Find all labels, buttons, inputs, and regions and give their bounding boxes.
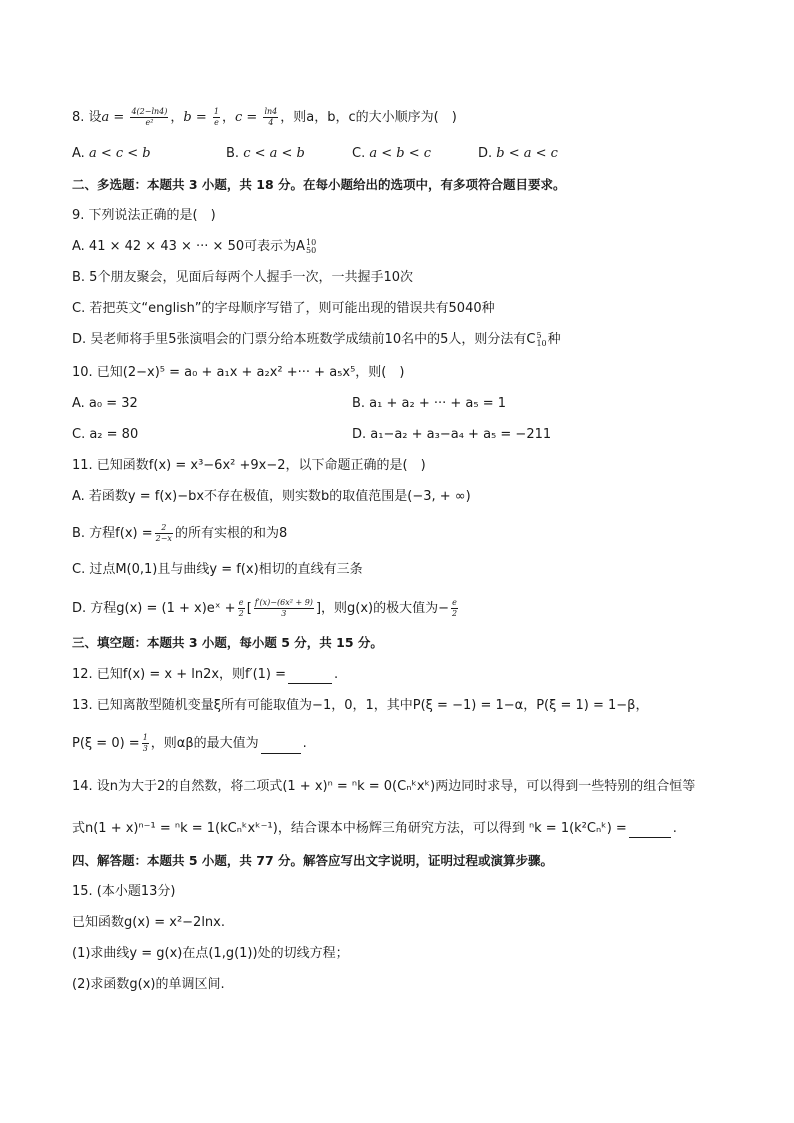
- question-8-stem: 8. 设a = $\frac{4(2-\ln 4)}{\text{e²}}$ ，b = $\frac{1}{e}$ ，c = $\frac{\ln 4}{4}$ ，则a，b，c的大小顺序为( ): [72, 107, 457, 127]
- fraction-2-over-2-minus-x: $\frac{2}{2-x}$: [155, 523, 172, 543]
- q9-option-a: A. 41 × 42 × 43 × ··· × 50可表示为A 10 50: [72, 237, 317, 255]
- question-15-stem: 已知函数g(x) = x²−2lnx.: [72, 915, 225, 930]
- question-14-line-1: 14. 设n为大于2的自然数，将二项式(1 + x)ⁿ = ⁿk = 0(Cₙᵏxᵏ)两边同时求导，可以得到一些特别的组合恒等: [72, 779, 696, 794]
- fraction-c: $\frac{\ln 4}{4}$: [264, 107, 278, 127]
- question-15-part-2: (2)求函数g(x)的单调区间.: [72, 977, 225, 992]
- q8-option-d: D. b < a < c: [478, 146, 558, 161]
- fraction-b: $\frac{1}{e}$: [213, 107, 219, 127]
- section-2-heading: 二、多选题：本题共 3 小题，共 18 分。在每小题给出的选项中，有多项符合题目要求。: [72, 177, 566, 192]
- question-12: 12. 已知f(x) = x + ln2x，则f′(1) = .: [72, 667, 339, 682]
- question-15-heading: 15. (本小题13分): [72, 884, 176, 899]
- fraction-a: $\frac{4(2-\ln 4)}{\text{e²}}$: [131, 107, 168, 127]
- q9-option-d: D. 吴老师将手里5张演唱会的门票分给本班数学成绩前10名中的5人，则分法有C 5 10 种: [72, 330, 561, 348]
- q8-option-c: C. a < b < c: [352, 146, 432, 161]
- q9-option-c: C. 若把英文“english”的字母顺序写错了，则可能出现的错误共有5040种: [72, 301, 495, 316]
- q11-option-b: B. 方程f(x) = $\frac{2}{2-x}$ 的所有实根的和为8: [72, 523, 288, 543]
- q10-option-d: D. a₁−a₂ + a₃−a₄ + a₅ = −211: [352, 427, 552, 442]
- fraction-e-over-2: $\frac{e}{2}$: [238, 598, 244, 618]
- q11-option-d: D. 方程g(x) = (1 + x)eˣ + $\frac{e}{2}$ [ $\frac{\text{f′(x)−(6x² + 9)}}{3}$ ]，则g(x)的极大值为− $\frac{e}{2}$: [72, 598, 458, 618]
- answer-blank[interactable]: [288, 683, 332, 684]
- q11-option-a: A. 若函数y = f(x)−bx不存在极值，则实数b的取值范围是(−3, + ∞): [72, 489, 471, 504]
- question-11-stem: 11. 已知函数f(x) = x³−6x² +9x−2，以下命题正确的是( ): [72, 458, 426, 473]
- fraction-e-over-2-result: $\frac{e}{2}$: [452, 598, 458, 618]
- fraction-one-third: $\frac{1}{3}$: [142, 733, 148, 753]
- q10-option-c: C. a₂ = 80: [72, 427, 139, 442]
- question-10-stem: 10. 已知(2−x)⁵ = a₀ + a₁x + a₂x² +··· + a₅x⁵，则( ): [72, 365, 405, 380]
- question-9-stem: 9. 下列说法正确的是( ): [72, 208, 216, 223]
- q9-option-b: B. 5个朋友聚会，见面后每两个人握手一次，一共握手10次: [72, 270, 413, 285]
- q11-option-c: C. 过点M(0,1)且与曲线y = f(x)相切的直线有三条: [72, 562, 363, 577]
- question-13-line-2: P(ξ = 0) = $\frac{1}{3}$ ，则αβ的最大值为 .: [72, 733, 307, 753]
- fraction-derivative-term: $\frac{\text{f′(x)−(6x² + 9)}}{3}$: [254, 598, 313, 618]
- q10-option-a: A. a₀ = 32: [72, 396, 138, 411]
- question-13-line-1: 13. 已知离散型随机变量ξ所有可能取值为−1，0，1，其中P(ξ = −1) = 1−α，P(ξ = 1) = 1−β，: [72, 698, 649, 713]
- section-4-heading: 四、解答题：本题共 5 小题，共 77 分。解答应写出文字说明，证明过程或演算步骤。: [72, 853, 554, 868]
- question-14-line-2: 式n(1 + x)ⁿ⁻¹ = ⁿk = 1(kCₙᵏxᵏ⁻¹)，结合课本中杨辉三角研究方法，可以得到 ⁿk = 1(k²Cₙᵏ) = .: [72, 821, 677, 836]
- question-15-part-1: (1)求曲线y = g(x)在点(1,g(1))处的切线方程；: [72, 946, 349, 961]
- q10-option-b: B. a₁ + a₂ + ··· + a₅ = 1: [352, 396, 507, 411]
- answer-blank[interactable]: [261, 753, 301, 754]
- q8-option-b: B. c < a < b: [226, 146, 305, 161]
- section-3-heading: 三、填空题：本题共 3 小题，每小题 5 分，共 15 分。: [72, 635, 383, 650]
- q8-option-a: A. a < c < b: [72, 146, 151, 161]
- answer-blank[interactable]: [629, 837, 671, 838]
